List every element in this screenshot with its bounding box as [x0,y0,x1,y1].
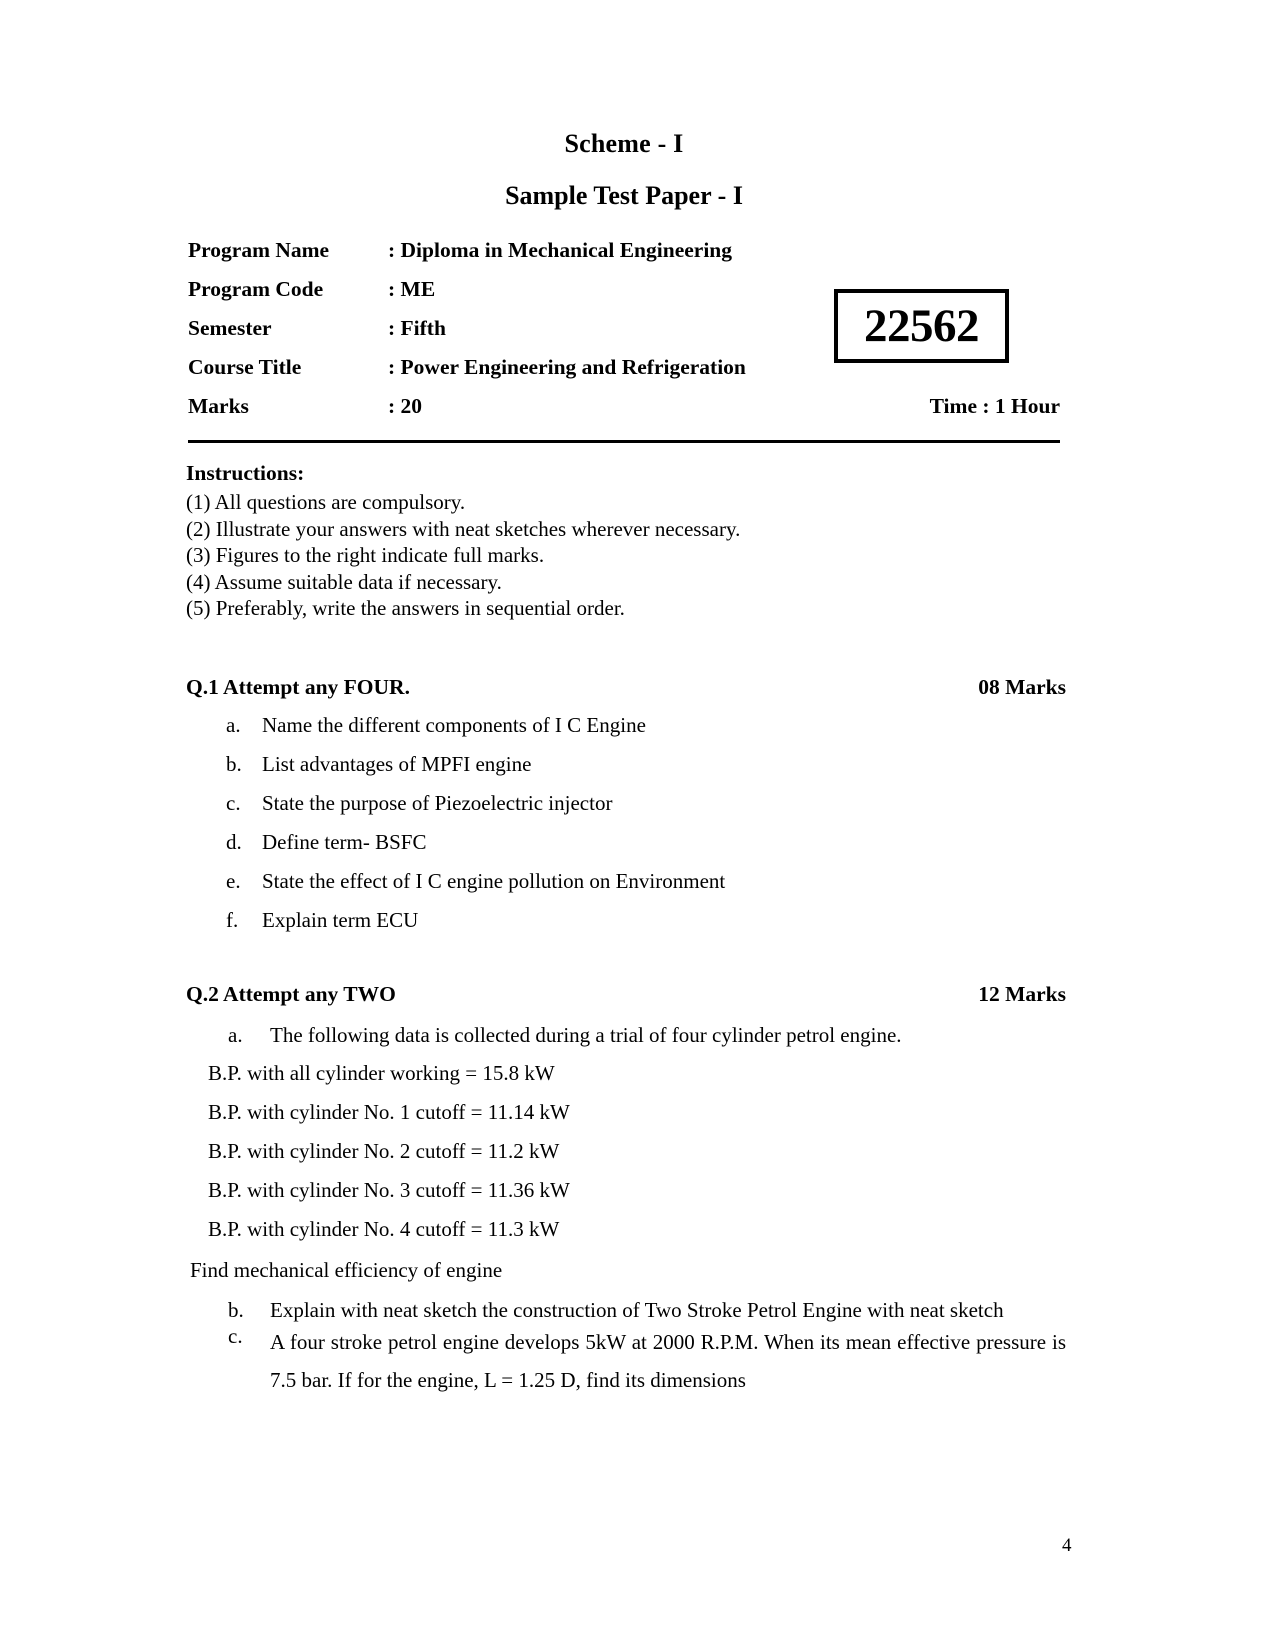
instruction-line: (4) Assume suitable data if necessary. [186,569,502,594]
meta-value: : ME [388,277,436,301]
item-text: Explain term ECU [262,908,419,932]
item-marker: b. [228,1298,244,1322]
question-1-section [186,675,1066,946]
question-2-items [186,1022,1066,1399]
question-2-item-a [186,1022,1066,1048]
meta-label: Program Code [188,277,324,301]
question-1-title: Q.1 Attempt any FOUR. [186,675,410,699]
question-1-item-b [186,751,1066,777]
meta-row-marks [188,394,888,433]
item-text: The following data is collected during a trial of four cylinder petrol engine. [270,1023,902,1047]
item-marker: c. [228,1324,243,1348]
data-line: B.P. with cylinder No. 2 cutoff = 11.2 kW [208,1139,560,1163]
instruction-line: (1) All questions are compulsory. [186,490,466,514]
instruction-line: (2) Illustrate your answers with neat sketches wherever necessary. [186,516,741,541]
scheme-title: Scheme - I [564,129,684,158]
question-2-item-a-data [186,1060,1066,1242]
question-2-title: Q.2 Attempt any TWO [186,982,396,1006]
question-2-marks: 12 Marks [978,982,1066,1006]
instruction-line: (3) Figures to the right indicate full marks. [186,543,545,567]
question-1-item-e [186,868,1066,894]
meta-label: Course Title [188,355,302,379]
question-1-item-c [186,790,1066,816]
meta-row-program-code [188,277,888,316]
question-2-item-b [186,1297,1066,1323]
item-marker: d. [226,830,242,854]
item-marker: f. [226,908,239,932]
item-text: State the effect of I C engine pollution on Environment [262,869,726,893]
instructions-block [186,461,1066,622]
meta-label: Semester [188,316,272,340]
data-line: B.P. with all cylinder working = 15.8 kW [208,1061,555,1085]
question-1-item-a [186,712,1066,738]
question-2-section [186,982,1066,1399]
meta-row-program-name [188,238,888,277]
item-marker: e. [226,869,241,893]
page-number: 4 [1062,1535,1072,1556]
meta-info-block [188,238,888,433]
question-2-item-c [186,1323,1066,1399]
instructions-heading: Instructions: [186,461,305,485]
item-text: Explain with neat sketch the construction of Two Stroke Petrol Engine with neat sketch [270,1298,1004,1322]
meta-value: : Diploma in Mechanical Engineering [388,238,732,262]
meta-row-semester [188,316,888,355]
course-code-value: 22562 [864,299,979,352]
item-text: Name the different components of I C Engine [262,713,646,737]
meta-value: : 20 [388,394,423,418]
item-marker: b. [226,752,242,776]
question-1-item-d [186,829,1066,855]
meta-label: Program Name [188,238,330,262]
title-block [188,130,1060,210]
meta-label: Marks [188,394,249,418]
data-line: B.P. with cylinder No. 3 cutoff = 11.36 kW [208,1178,570,1202]
item-text: A four stroke petrol engine develops 5kW at 2000 R.P.M. When its mean effective pressure is 7.5 bar. If for the engine, L = 1.25 D, find its dimensions [270,1330,1066,1392]
paper-title: Sample Test Paper - I [505,180,743,210]
exam-duration: Time : 1 Hour [929,394,1060,418]
header-divider [188,440,1060,443]
item-text: List advantages of MPFI engine [262,752,532,776]
item-text: State the purpose of Piezoelectric injector [262,791,613,815]
item-marker: a. [226,713,241,737]
data-line: B.P. with cylinder No. 4 cutoff = 11.3 kW [208,1217,560,1241]
meta-row-course-title [188,355,888,394]
data-line: B.P. with cylinder No. 1 cutoff = 11.14 kW [208,1100,570,1124]
item-marker: a. [228,1023,243,1047]
item-marker: c. [226,791,241,815]
question-2-header [186,982,1066,1007]
question-2-item-a-closing: Find mechanical efficiency of engine [190,1258,503,1282]
course-code-box [834,289,1009,363]
meta-value: : Power Engineering and Refrigeration [388,355,746,379]
meta-value: : Fifth [388,316,446,340]
question-1-header [186,675,1066,700]
instruction-line: (5) Preferably, write the answers in sequential order. [186,596,625,620]
question-1-item-f [186,907,1066,933]
question-1-marks: 08 Marks [978,675,1066,699]
item-text: Define term- BSFC [262,830,427,854]
question-1-items [186,712,1066,933]
